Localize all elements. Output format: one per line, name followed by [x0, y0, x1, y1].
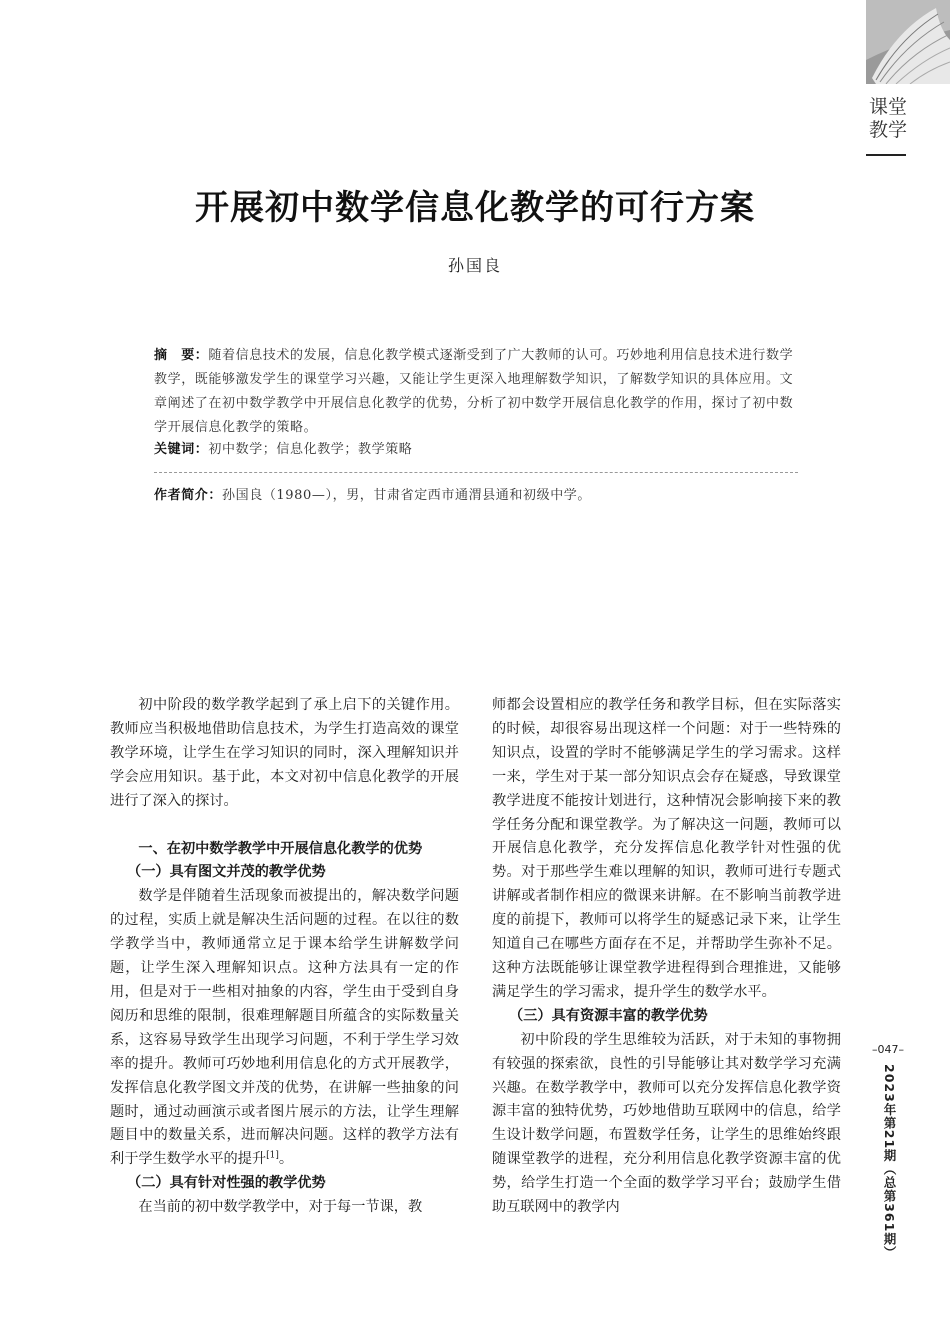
- citation-ref: [1]: [266, 1150, 279, 1161]
- keywords-text: 初中数学；信息化教学；教学策略: [208, 442, 413, 457]
- subheading-3: （三）具有资源丰富的教学优势: [509, 1007, 708, 1024]
- abstract: [154, 344, 798, 440]
- paragraph-2-continued: 师都会设置相应的教学任务和教学目标，但在实际落实的时候，却很容易出现这样一个问题：对于一些特殊的知识点，设置的学时不能够满足学生的学习需求。这样一来，学生对于某一部分知识点会存在疑惑，导致课堂教学进度不能按计划进行，这种情况会影响接下来的教学任务分配和课堂教学。为了解决这一问题，教师可以开展信息化教学，充分发挥信息化教学针对性强的优势。对于那些学生难以理解的知识，教师可进行专题式讲解或者制作相应的微课来讲解。在不影响当前教学进度的前提下，教师可以将学生的疑惑记录下来，让学生知道自己在哪些方面存在不足，并帮助学生弥补不足。这种方法既能够让课堂教学进程得到合理推进，又能够满足学生的学习需求，提升学生的数学水平。: [492, 697, 841, 1000]
- abstract-text: 随着信息技术的发展，信息化教学模式逐渐受到了广大教师的认可。巧妙地利用信息技术进行数学教学，既能够激发学生的课堂学习兴趣，又能让学生更深入地理解数学知识，了解数学知识的具体应用。文章阐述了在初中数学教学中开展信息化教学的优势，分析了初中数学开展信息化教学的作用，探讨了初中数学开展信息化教学的策略。: [154, 348, 794, 435]
- heading-1: 一、在初中数学教学中开展信息化教学的优势: [138, 840, 423, 857]
- article-title: 开展初中数学信息化教学的可行方案: [195, 188, 755, 228]
- dashed-divider: [154, 472, 798, 473]
- author-intro-text: 孙国良（1980—），男，甘肃省定西市通渭县通和初级中学。: [222, 488, 591, 503]
- keywords: [154, 438, 798, 462]
- author-intro: [154, 484, 798, 508]
- paragraph-1: [110, 885, 459, 1172]
- paragraph-2: 在当前的初中数学教学中，对于每一节课，教: [138, 1199, 423, 1216]
- paragraph-3: 初中阶段的学生思维较为活跃，对于未知的事物拥有较强的探索欲，良性的引导能够让其对数学学习充满兴趣。在数学教学中，教师可以充分发挥信息化教学资源丰富的独特优势，巧妙地借助互联网中的信息，给学生设计数学问题，布置数学任务，让学生的思维始终跟随课堂教学的进程，充分利用信息化教学资源丰富的优势，给学生打造一个全面的数学学习平台；鼓励学生借助互联网中的教学内: [492, 1031, 841, 1216]
- intro-paragraph: 初中阶段的数学教学起到了承上启下的关键作用。教师应当积极地借助信息技术，为学生打造高效的课堂教学环境，让学生在学习知识的同时，深入理解知识并学会应用知识。基于此，本文对初中信息化教学的开展进行了深入的探讨。: [110, 697, 459, 809]
- paragraph-1-end: 。: [278, 1151, 294, 1168]
- body-column-left: [110, 694, 459, 1220]
- subheading-1: （一）具有图文并茂的教学优势: [127, 864, 326, 881]
- body-column-right: [492, 694, 841, 1220]
- section-label: 课堂教学: [868, 96, 907, 141]
- keywords-label: 关键词：: [154, 442, 209, 457]
- issue-info: 2023年第21期（总第361期）: [882, 1064, 897, 1260]
- author-name: 孙国良: [447, 256, 502, 275]
- page-number: –047–: [872, 1043, 904, 1056]
- abstract-label: 摘 要：: [154, 348, 209, 363]
- book-photo-thumbnail: [866, 0, 950, 84]
- section-divider: [866, 154, 906, 156]
- paragraph-1-text: 数学是伴随着生活现象而被提出的，解决数学问题的过程，实质上就是解决生活问题的过程。在以往的数学教学当中，教师通常立足于课本给学生讲解数学问题，让学生深入理解知识点。这种方法具有一定的作用，但是对于一些相对抽象的内容，学生由于受到自身阅历和思维的限制，很难理解题目所蕴含的实际数量关系，这容易导致学生出现学习问题，不利于学生学习效率的提升。教师可巧妙地利用信息化的方式开展教学，发挥信息化教学图文并茂的优势，在讲解一些抽象的问题时，通过动画演示或者图片展示的方法，让学生理解题目中的数量关系，进而解决问题。这样的教学方法有利于学生数学水平的提升: [110, 888, 459, 1168]
- subheading-2: （二）具有针对性强的教学优势: [127, 1175, 326, 1192]
- author-intro-label: 作者简介：: [154, 488, 223, 503]
